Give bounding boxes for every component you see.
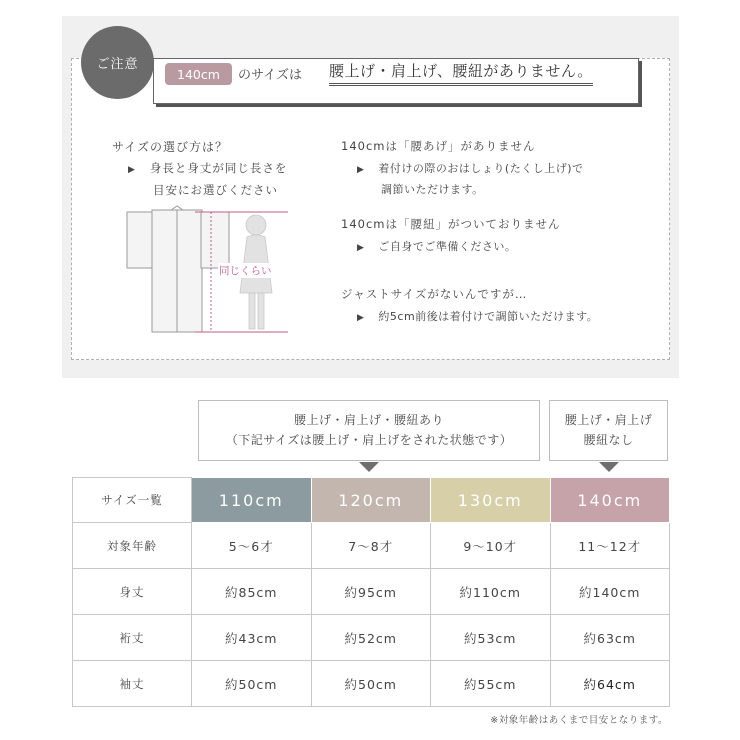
notice-header-text: のサイズは [238,68,302,83]
guide-title: サイズの選び方は？ [112,140,229,154]
note-koshihimo-line-1-text: ご自身でご準備ください。 [378,240,517,253]
table-cell: 5～6才 [192,523,312,569]
table-cell: 11～12才 [550,523,670,569]
size-140-badge: 140cm [165,63,232,85]
table-cell: 約95cm [311,569,431,615]
table-cell: 9～10才 [431,523,551,569]
arrow-right-icon: ▶ [357,313,365,323]
table-row [73,523,670,569]
table-cell: 約55cm [431,661,551,707]
triangle-down-icon [359,462,379,472]
note-box-a-line-2: （下記サイズは腰上げ・肩上げをされた状態です） [225,433,513,447]
note-justsize-line-1 [357,308,598,324]
note-box-a-line-1: 腰上げ・肩上げ・腰紐あり [293,413,444,427]
table-cell: 約140cm [550,569,670,615]
arrow-right-icon: ▶ [357,165,365,175]
note-box-b-line-2: 腰紐なし [583,433,634,447]
row-label-yukitake: 裄丈 [73,615,192,661]
note-justsize-title: ジャストサイズがないんですが… [341,287,528,301]
size-header-130: 130cm [431,478,551,523]
table-cell: 約63cm [550,615,670,661]
note-koshiage-line-1 [357,160,584,176]
note-koshiage-title: 140cmは「腰あげ」がありません [341,139,536,153]
row-label-mitake: 身丈 [73,569,192,615]
note-box-with-koshiage [198,400,540,461]
guide-line-2: 目安にお選びください [153,183,278,197]
size-header-120: 120cm [311,478,431,523]
notice-header-emphasis: 腰上げ・肩上げ、腰紐がありません。 [329,60,593,86]
note-koshiage-line-1-text: 着付けの際のおはしょり(たくし上げ)で [378,162,584,175]
table-cell: 約85cm [192,569,312,615]
table-cell: 約64cm [550,661,670,707]
note-koshiage-line-2: 調節いただけます。 [381,183,484,196]
table-cell: 約43cm [192,615,312,661]
note-justsize-line-1-text: 約5cm前後は着付けで調節いただけます。 [378,310,599,323]
caution-badge: ご注意 [81,26,154,99]
guide-line-1 [128,160,287,176]
row-label-age: 対象年齢 [73,523,192,569]
triangle-down-icon [599,462,619,472]
table-cell: 7～8才 [311,523,431,569]
note-box-b-line-1: 腰上げ・肩上げ [564,413,653,427]
table-cell: 約50cm [311,661,431,707]
table-cell: 約52cm [311,615,431,661]
table-row [73,661,670,707]
guide-line-1-text: 身長と身丈が同じ長さを [149,161,288,175]
kimono-icon [127,206,229,332]
note-koshihimo-line-1 [357,238,516,254]
table-header-row [73,478,670,523]
size-header-140: 140cm [550,478,670,523]
table-cell: 約110cm [431,569,551,615]
table-row [73,569,670,615]
note-box-without-koshiage [549,400,668,461]
size-table [72,477,670,707]
arrow-right-icon: ▶ [128,165,136,175]
table-cell: 約53cm [431,615,551,661]
row-label-sodetake: 袖丈 [73,661,192,707]
note-koshihimo-title: 140cmは「腰紐」がついておりません [341,217,561,231]
size-header-110: 110cm [192,478,312,523]
table-corner-label: サイズ一覧 [73,478,192,523]
arrow-right-icon: ▶ [357,243,365,253]
table-row [73,615,670,661]
same-length-label: 同じくらい [219,265,272,277]
footnote: ※対象年齢はあくまで目安となります。 [490,715,668,726]
table-cell: 約50cm [192,661,312,707]
